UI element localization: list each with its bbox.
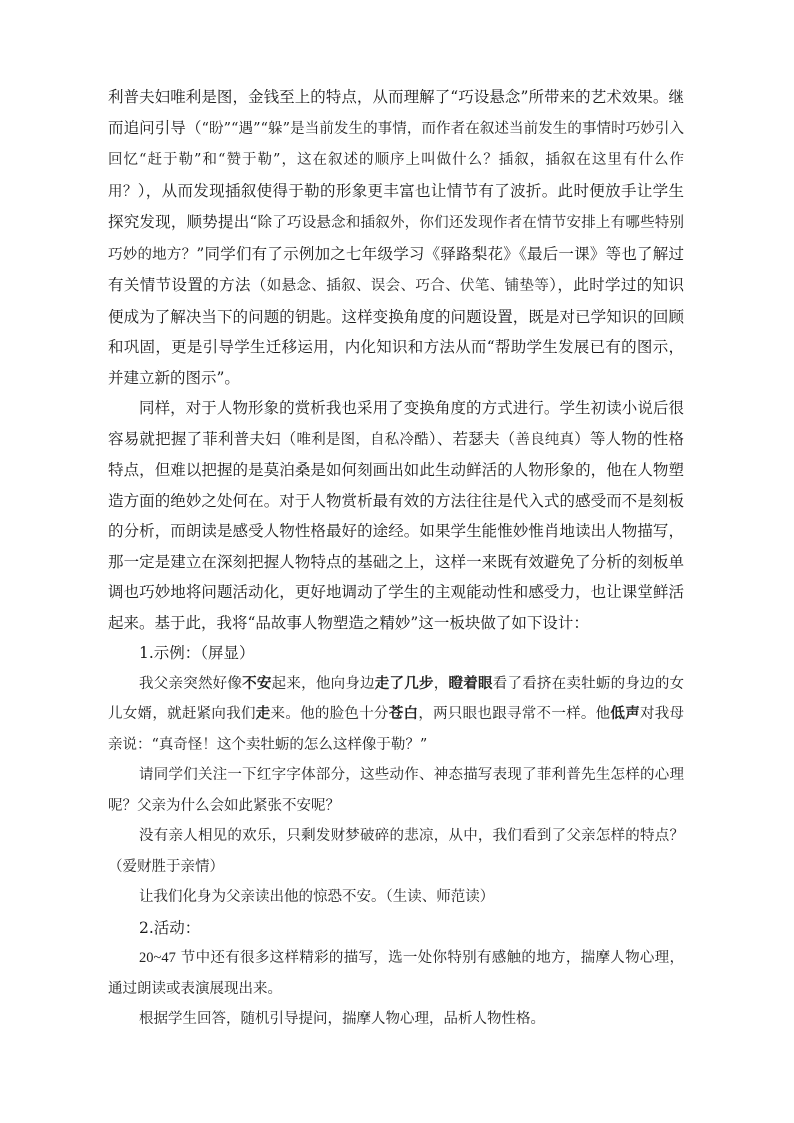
document-page: [108, 82, 684, 1035]
question-2: 没有亲人相见的欢乐，只剩发财梦破碎的悲凉，从中，我们看到了父亲怎样的特点？（爱财胜于亲情）: [108, 828, 684, 875]
paragraph-character-analysis: 同样，对于人物形象的赏析我也采用了变换角度的方式进行。学生初读小说后很容易就把握了菲利普夫妇（唯利是图，自私冷酷）、若瑟夫（善良纯真）等人物的性格特点，但难以把握的是莫泊桑是如何刻画出如此生动鲜活的人物形象的，他在人物塑造方面的绝妙之处何在。对于人物赏析最有效的方法往往是代入式的感受而不是刻板的分析，而朗读是感受人物性格最好的途经。如果学生能惟妙惟肖地读出人物描写，那一定是建立在深刻把握人物特点的基础之上，这样一来既有效避免了分析的刻板单调也巧妙地将问题活动化，更好地调动了学生的主观能动性和感受力，也让课堂鲜活起来。基于此，我将“品故事人物塑造之精妙”这一板块做了如下设计：: [108, 399, 684, 632]
question-3: 让我们化身为父亲读出他的惊恐不安。（生读、师范读）: [139, 889, 495, 905]
quoted-passage: 我父亲突然好像不安起来，他向身边走了几步，瞪着眼看了看挤在卖牡蛎的身边的女儿女婿，就赶紧向我们走来。他的脸色十分苍白，两只眼也跟寻常不一样。他低声对我母亲说：“真奇怪！这个卖牡蛎的怎么这样像于勒？”: [108, 674, 685, 753]
guide-question: “盼”“遇”“躲”是当前发生的事情，而作者在叙述当前发生的事情时巧妙引入回忆“赶于勒”和“赞于勒”，这在叙述的顺序上叫做什么？插叙，插叙在这里有什么作用？: [108, 120, 684, 200]
closing-text: 根据学生回答，随机引导提问，揣摩人物心理，品析人物性格。: [139, 1011, 545, 1027]
prompt-question: 除了巧设悬念和插叙外，你们还发现作者在情节安排上有哪些特别巧妙的地方？: [108, 215, 684, 263]
heading-activity: 2.活动：: [139, 918, 201, 937]
heading-example: 1.示例：（屏显）: [139, 644, 255, 662]
method-list: 如悬念、插叙、误会、巧合、伏笔、铺垫等: [266, 278, 550, 294]
paragraph-plot-analysis: 利普夫妇唯利是图，金钱至上的特点，从而理解了“巧设悬念”所带来的艺术效果。继而追问引导（“盼”“遇”“躲”是当前发生的事情，而作者在叙述当前发生的事情时巧妙引入回忆“赶于勒”和“赞于勒”，这在叙述的顺序上叫做什么？插叙，插叙在这里有什么作用？），从而发现插叙使得于勒的形象更丰富也让情节有了波折。此时便放手让学生探究发现，顺势提出“除了巧设悬念和插叙外，你们还发现作者在情节安排上有哪些特别巧妙的地方？”同学们有了示例加之七年级学习《驿路梨花》《最后一课》等也了解过有关情节设置的方法（如悬念、插叙、误会、巧合、伏笔、铺垫等），此时学过的知识便成为了解决当下的问题的钥匙。这样变换角度的问题设置，既是对已学知识的回顾和巩固，更是引导学生迁移运用，内化知识和方法从而“帮助学生发展已有的图示，并建立新的图示”。: [108, 88, 685, 387]
activity-text: 20~47 节中还有很多这样精彩的描写，选一处你特别有感触的地方，揣摩人物心理，通过朗读或表演展现出来。: [108, 950, 684, 997]
question-1: 请同学们关注一下红字字体部分，这些动作、神态描写表现了菲利普先生怎样的心理呢？父亲为什么会如此紧张不安呢？: [108, 767, 684, 814]
